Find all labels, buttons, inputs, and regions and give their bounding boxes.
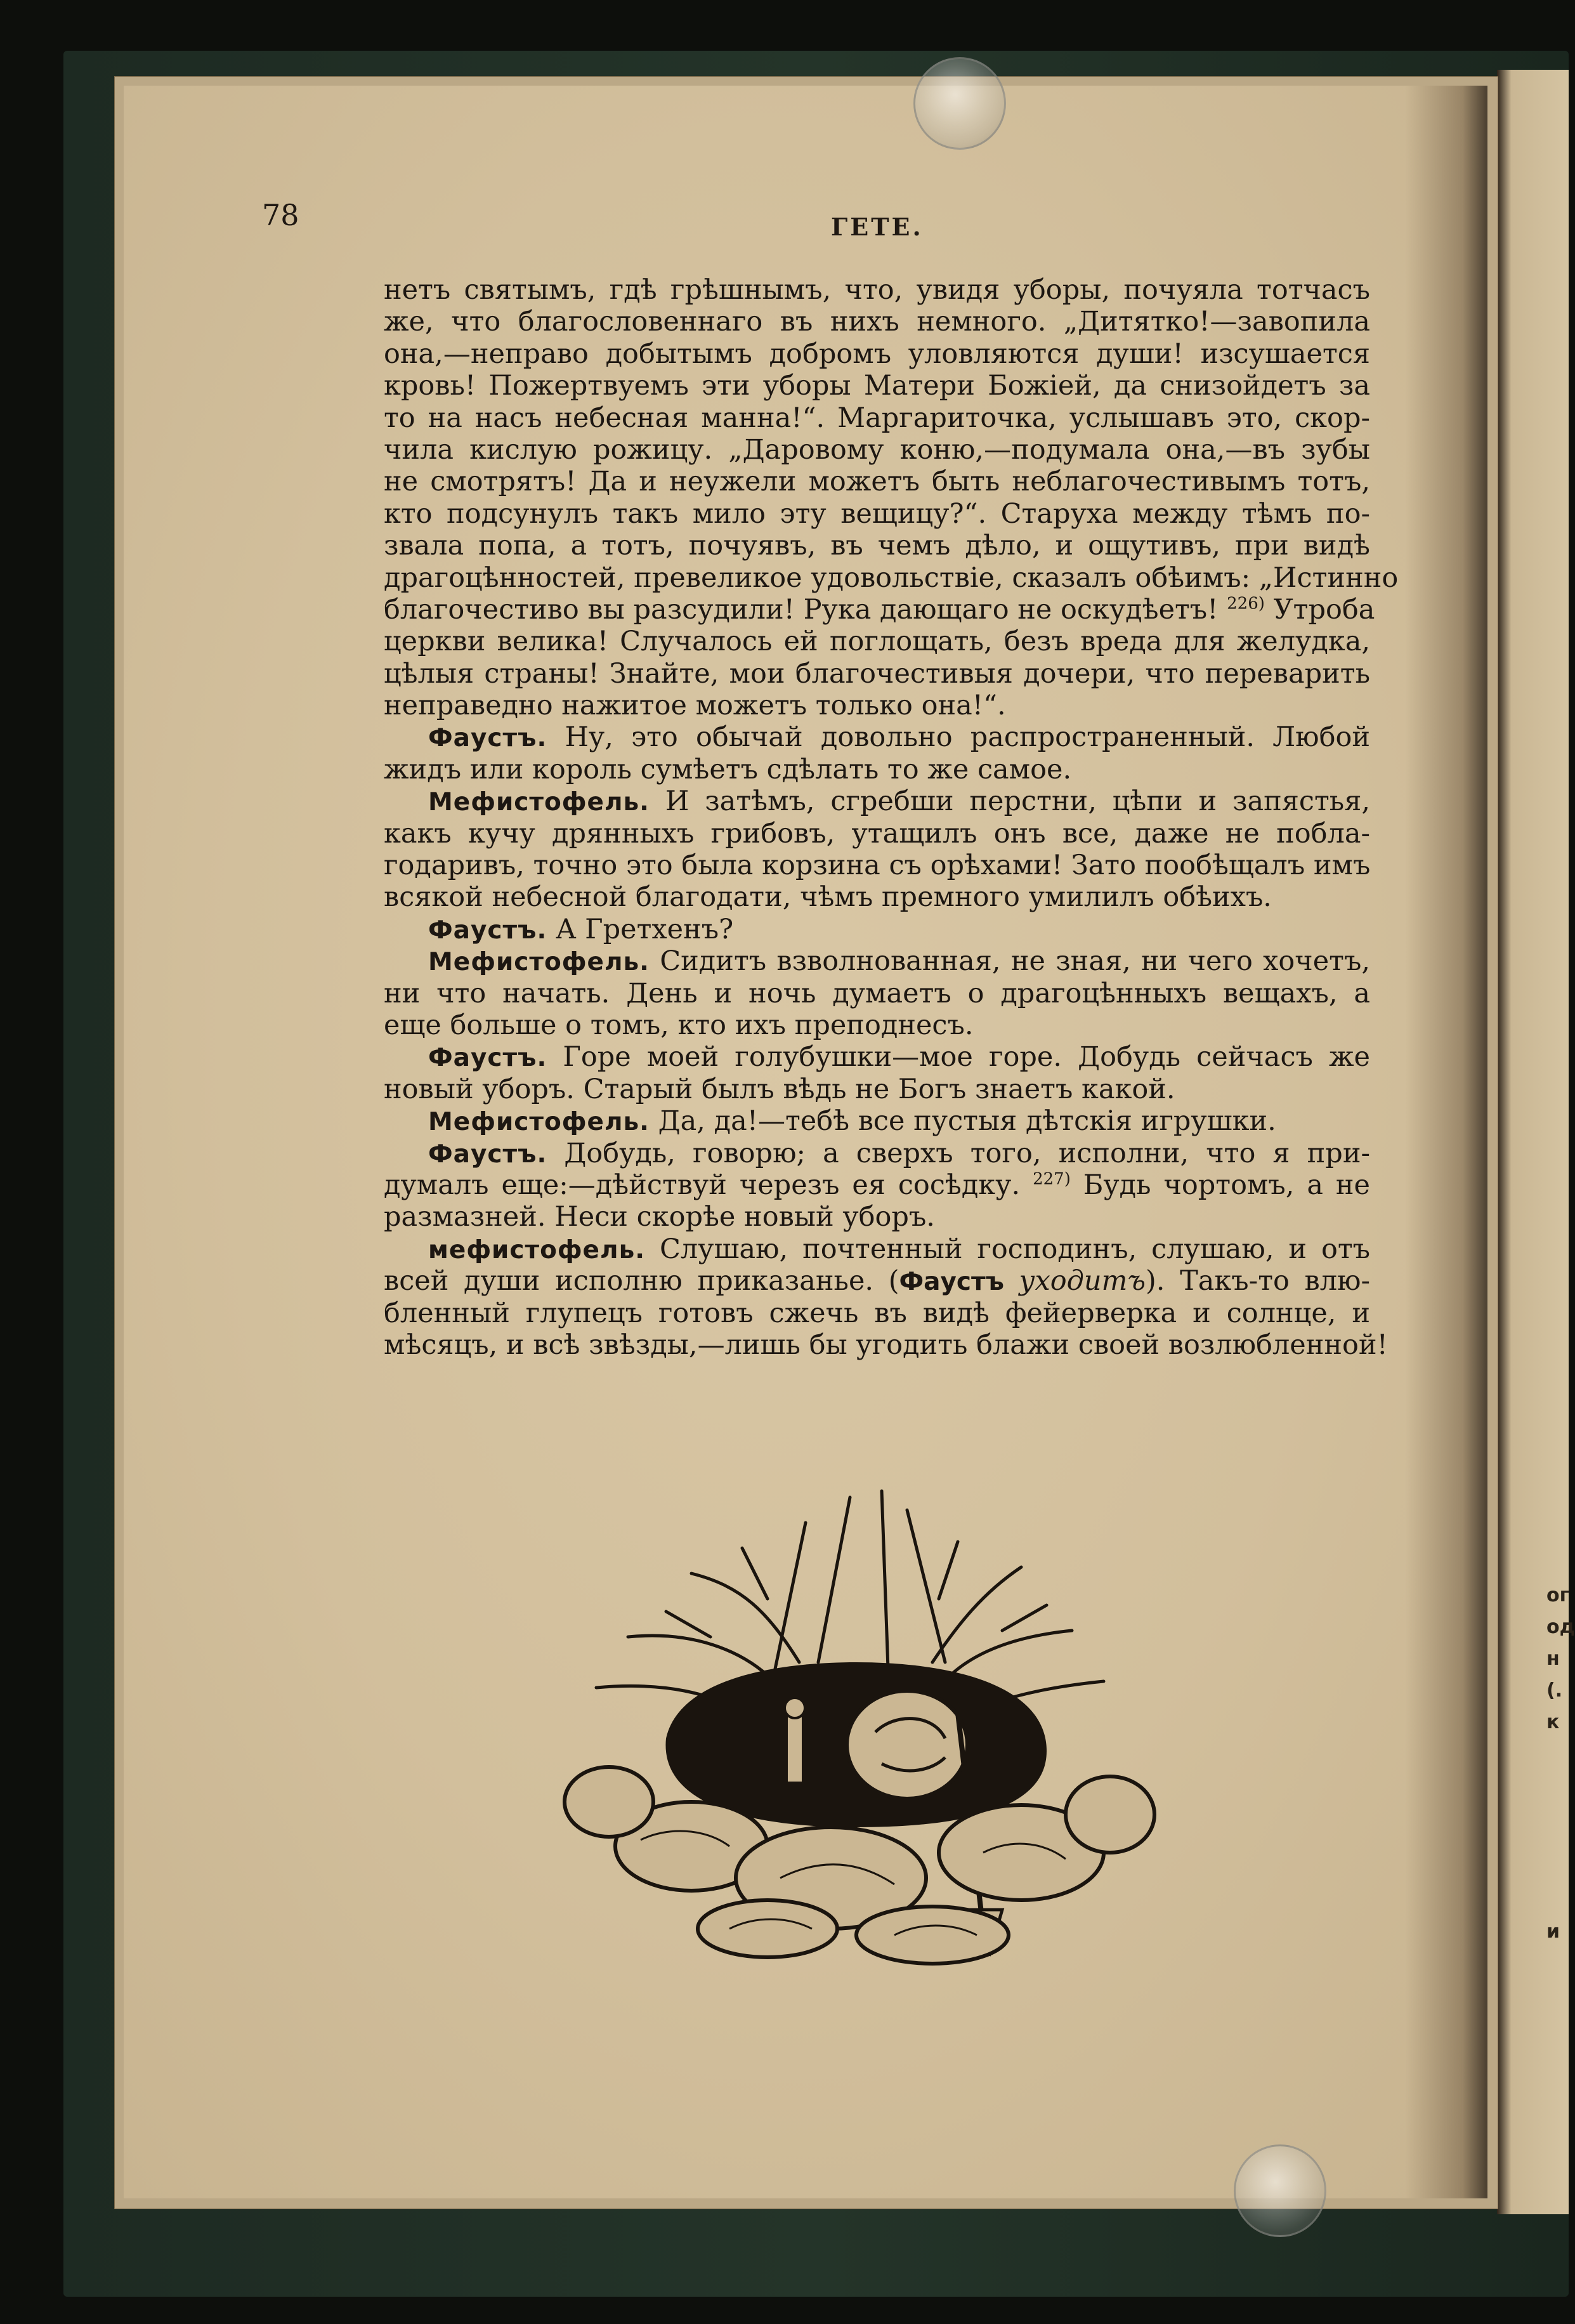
text-line: жидъ или король сумѣетъ сдѣлать то же самое. bbox=[384, 753, 1072, 785]
text-segment: ). Такъ-то влю- bbox=[1146, 1265, 1370, 1297]
text-line bbox=[384, 721, 1370, 753]
text-line: не смотрятъ! Да и неужели можетъ быть неблагочестивымъ тотъ, bbox=[384, 466, 1370, 498]
running-title: ГЕТЕ. bbox=[831, 213, 924, 241]
speaker-faust: Фаустъ. bbox=[428, 1139, 547, 1169]
speech: Сидитъ взволнованная, не зная, ни чего хочетъ, bbox=[660, 945, 1370, 978]
text-line bbox=[384, 945, 1370, 977]
footnote-marker: 227) bbox=[1033, 1169, 1071, 1189]
text-line bbox=[384, 785, 1370, 817]
speech: Добудь, говорю; а сверхъ того, исполни, что я при- bbox=[564, 1137, 1371, 1169]
facing-page-fragment: ог bbox=[1546, 1584, 1570, 1606]
speech: И затѣмъ, сгребши перстни, цѣпи и запястья, bbox=[665, 785, 1370, 818]
text-line bbox=[384, 1041, 1370, 1073]
stage-direction-verb: уходитъ bbox=[1019, 1265, 1146, 1297]
facing-page-fragment: к bbox=[1546, 1711, 1560, 1733]
facing-page-edge bbox=[1497, 70, 1575, 2214]
text-line: еще больше о томъ, кто ихъ преподнесъ. bbox=[384, 1009, 974, 1041]
text-line: неправедно нажитое можетъ только она!“. bbox=[384, 690, 1006, 722]
engraving-illustration bbox=[501, 1472, 1199, 1967]
text-line: она,—неправо добытымъ добромъ уловляются души! изсушается bbox=[384, 338, 1370, 370]
text-line: мѣсяцъ, и всѣ звѣзды,—лишь бы угодить блажи своей возлюбленной! bbox=[384, 1329, 1388, 1361]
facing-page-fragment: (. bbox=[1546, 1679, 1563, 1702]
speaker-mephistopheles: Мефистофель. bbox=[428, 948, 650, 977]
text-line: бленный глупецъ готовъ сжечь въ видѣ фейерверка и солнце, и bbox=[384, 1297, 1370, 1329]
text-line: размазней. Неси скорѣе новый уборъ. bbox=[384, 1201, 935, 1233]
facing-page-fragment: од bbox=[1546, 1616, 1575, 1638]
speech: Слушаю, почтенный господинъ, слушаю, и отъ bbox=[659, 1233, 1370, 1265]
text-segment: думалъ еще:—дѣйствуй черезъ ея сосѣдку. bbox=[384, 1169, 1021, 1201]
speaker-mephistopheles: мефистофель. bbox=[428, 1235, 646, 1264]
speech: Горе моей голубушки—мое горе. Добудь сейчасъ же bbox=[563, 1041, 1370, 1073]
text-line: ни что начать. День и ночь думаетъ о драгоцѣнныхъ вещахъ, а bbox=[384, 977, 1370, 1009]
text-line bbox=[384, 593, 1375, 626]
text-segment: благочестиво вы разсудили! Рука дающаго не оскудѣетъ! bbox=[384, 593, 1219, 626]
text-line: чила кислую рожицу. „Даровому коню,—подумала она,—въ зубы bbox=[384, 433, 1370, 466]
facing-page-fragment: и bbox=[1546, 1920, 1560, 1943]
text-line: то на насъ небесная манна!“. Маргариточка, услышавъ это, скор- bbox=[384, 402, 1370, 434]
text-line: драгоцѣнностей, превеликое удовольствiе, сказалъ обѣимъ: „Истинно bbox=[384, 561, 1399, 594]
facing-page-fragment: н bbox=[1546, 1648, 1560, 1670]
text-line: годаривъ, точно это была корзина съ орѣхами! Зато пообѣщалъ имъ bbox=[384, 850, 1371, 882]
text-line: кровь! Пожертвуемъ эти уборы Матери Божiей, да снизойдетъ за bbox=[384, 370, 1370, 402]
page-gutter-shadow bbox=[1405, 86, 1487, 2198]
text-line bbox=[384, 1233, 1370, 1265]
speaker-faust: Фаустъ. bbox=[428, 724, 547, 753]
footnote-marker: 226) bbox=[1227, 594, 1265, 614]
speech: Да, да!—тебѣ все пустыя дѣтскiя игрушки. bbox=[658, 1105, 1276, 1138]
page-number: 78 bbox=[262, 198, 299, 232]
text-line bbox=[384, 1138, 1370, 1169]
text-line: всякой небесной благодати, чѣмъ премного умилилъ обѣихъ. bbox=[384, 881, 1272, 914]
speaker-faust: Фаустъ. bbox=[428, 916, 547, 945]
text-segment: Утроба bbox=[1273, 593, 1375, 626]
text-line bbox=[384, 1169, 1370, 1201]
text-line: кто подсунулъ такъ мило эту вещицу?“. Старуха между тѣмъ по- bbox=[384, 497, 1370, 530]
text-line: цѣлыя страны! Знайте, мои благочестивыя дочери, что переварить bbox=[384, 657, 1370, 690]
text-segment: всей души исполню приказанье. ( bbox=[384, 1265, 899, 1297]
page-clip-top bbox=[913, 57, 1006, 150]
page-clip-bottom bbox=[1234, 2144, 1326, 2237]
text-line: церкви велика! Случалось ей поглощать, безъ вреда для желудка, bbox=[384, 626, 1370, 658]
speech: А Гретхенъ? bbox=[555, 913, 734, 945]
text-segment: Будь чортомъ, а не bbox=[1083, 1169, 1370, 1201]
text-line: новый уборъ. Старый былъ вѣдь не Богъ знаетъ какой. bbox=[384, 1073, 1175, 1105]
speaker-mephistopheles: Мефистофель. bbox=[428, 788, 650, 817]
text-line: какъ кучу дрянныхъ грибовъ, утащилъ онъ все, даже не побла- bbox=[384, 817, 1370, 850]
text-line: нетъ святымъ, гдѣ грѣшнымъ, что, увидя уборы, почуяла тотчасъ bbox=[384, 274, 1370, 306]
speaker-faust: Фаустъ. bbox=[428, 1044, 547, 1073]
speaker-mephistopheles: Мефистофель. bbox=[428, 1108, 650, 1137]
body-text bbox=[384, 274, 1399, 1361]
speech: Ну, это обычай довольно распространенный. Любой bbox=[565, 721, 1370, 754]
text-line: звала попа, а тотъ, почуявъ, въ чемъ дѣло, и ощутивъ, при видѣ bbox=[384, 530, 1370, 562]
stage-direction-speaker: Фаустъ bbox=[899, 1268, 1004, 1297]
text-line bbox=[384, 1105, 1370, 1137]
text-line bbox=[384, 914, 1370, 945]
text-line: же, что благословеннаго въ нихъ немного. „Дитятко!—завопила bbox=[384, 306, 1370, 338]
text-line bbox=[384, 1265, 1370, 1297]
